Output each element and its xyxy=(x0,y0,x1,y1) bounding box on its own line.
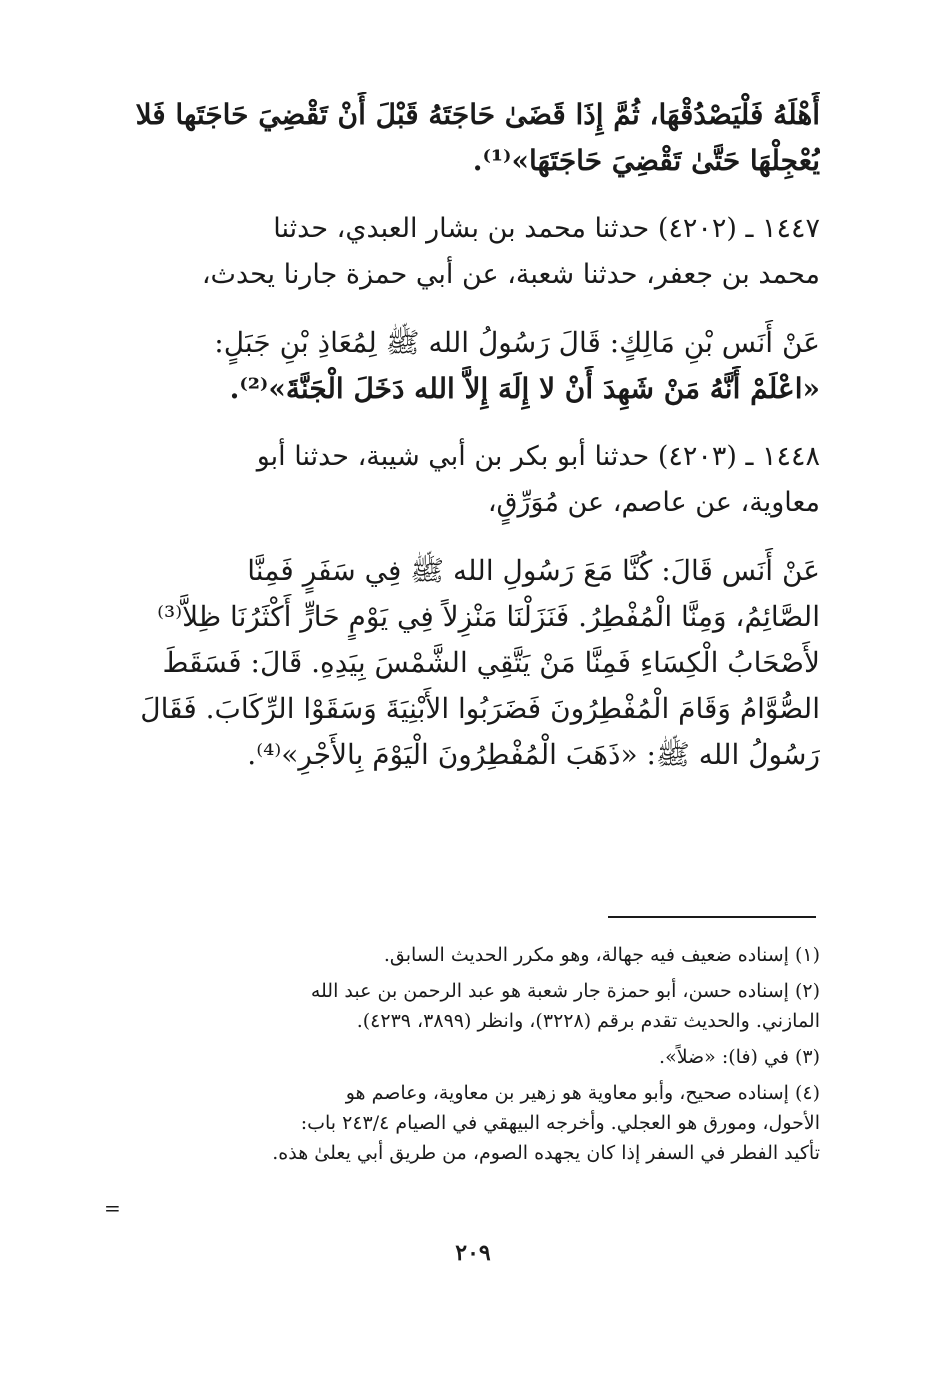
footnote-1 xyxy=(108,940,820,970)
text-line: «اعْلَمْ أَنَّهُ مَنْ شَهِدَ أَنْ لا إِلَهَ إِلاَّ الله دَخَلَ الْجَنَّةَ»⁽²⁾. xyxy=(229,372,820,405)
chain-line: معاوية، عن عاصم، عن مُوَرِّقٍ، xyxy=(487,487,820,518)
chain-line: ١٤٤٨ ـ (٤٢٠٣) حدثنا أبو بكر بن أبي شيبة، حدثنا أبو xyxy=(256,441,820,472)
text-line: يُعْجِلْهَا حَتَّىٰ تَقْضِيَ حَاجَتَهَا»⁽¹⁾. xyxy=(472,144,820,177)
footnote-line: تأكيد الفطر في السفر إذا كان يجهده الصوم، من طريق أبي يعلىٰ هذه. xyxy=(272,1142,820,1164)
footnote-2 xyxy=(108,976,820,1036)
text-line: الصُّوَّامُ وَقَامَ الْمُفْطِرُونَ فَضَرَبُوا الأَبْنِيَةَ وَسَقَوْا الرِّكَابَ. فَقَالَ xyxy=(140,692,820,725)
hadith-1447-chain xyxy=(108,206,820,298)
hadith-1447-text xyxy=(108,320,820,412)
text-line: أَهْلَهُ فَلْيَصْدُقْهَا، ثُمَّ إِذَا قَضَىٰ حَاجَتَهُ قَبْلَ أَنْ تَقْضِيَ حَاجَتَها فَلا xyxy=(135,98,820,131)
footnote-line: (٢) إسناده حسن، أبو حمزة جار شعبة هو عبد الرحمن بن عبد الله xyxy=(310,980,820,1002)
chain-line: محمد بن جعفر، حدثنا شعبة، عن أبي حمزة جارنا يحدث، xyxy=(201,259,820,290)
footnote-4 xyxy=(108,1078,820,1168)
page-number: ٢٠٩ xyxy=(455,1240,491,1266)
main-text xyxy=(108,92,820,800)
footnote-line: (١) إسناده ضعيف فيه جهالة، وهو مكرر الحديث السابق. xyxy=(383,944,820,966)
hadith-1448-chain xyxy=(108,434,820,526)
text-line: لأَصْحَابُ الْكِسَاءِ فَمِنَّا مَنْ يَتَّقِي الشَّمْسَ بِيَدِهِ. قَالَ: فَسَقَطَ xyxy=(162,646,820,679)
footnote-line: المازني. والحديث تقدم برقم (٣٢٢٨)، وانظر (٣٨٩٩، ٤٢٣٩). xyxy=(356,1010,820,1032)
text-line: عَنْ أَنَس بْنِ مَالِكٍ: قَالَ رَسُولُ الله ﷺ لِمُعَاذِ بْنِ جَبَلٍ: xyxy=(214,326,820,359)
top-passage xyxy=(108,92,820,184)
hadith-1448-text xyxy=(108,548,820,778)
footnote-3 xyxy=(108,1042,820,1072)
chain-line: ١٤٤٧ ـ (٤٢٠٢) حدثنا محمد بن بشار العبدي، حدثنا xyxy=(273,213,820,244)
footnote-line: (٣) في (فا): «ضلاً». xyxy=(659,1046,820,1068)
text-line: الصَّائِمُ، وَمِنَّا الْمُفْطِرُ. فَنَزَلْنَا مَنْزِلاً فِي يَوْمٍ حَارٍّ أَكْثَرُنَا ظِلاًّ⁽³⁾ xyxy=(157,600,820,633)
continuation-mark: = xyxy=(104,1196,121,1220)
footnote-divider xyxy=(608,916,816,918)
text-line: عَنْ أَنَس قَالَ: كُنَّا مَعَ رَسُولِ الله ﷺ فِي سَفَرٍ فَمِنَّا xyxy=(247,554,820,587)
footnote-line: الأحول، ومورق هو العجلي. وأخرجه البيهقي في الصيام ٢٤٣/٤ باب: xyxy=(300,1112,820,1134)
text-line: رَسُولُ الله ﷺ: «ذَهَبَ الْمُفْطِرُونَ الْيَوْمَ بِالأَجْرِ»⁽⁴⁾. xyxy=(247,738,820,771)
footnotes xyxy=(108,940,820,1174)
footnote-line: (٤) إسناده صحيح، وأبو معاوية هو زهير بن معاوية، وعاصم هو xyxy=(345,1082,820,1104)
